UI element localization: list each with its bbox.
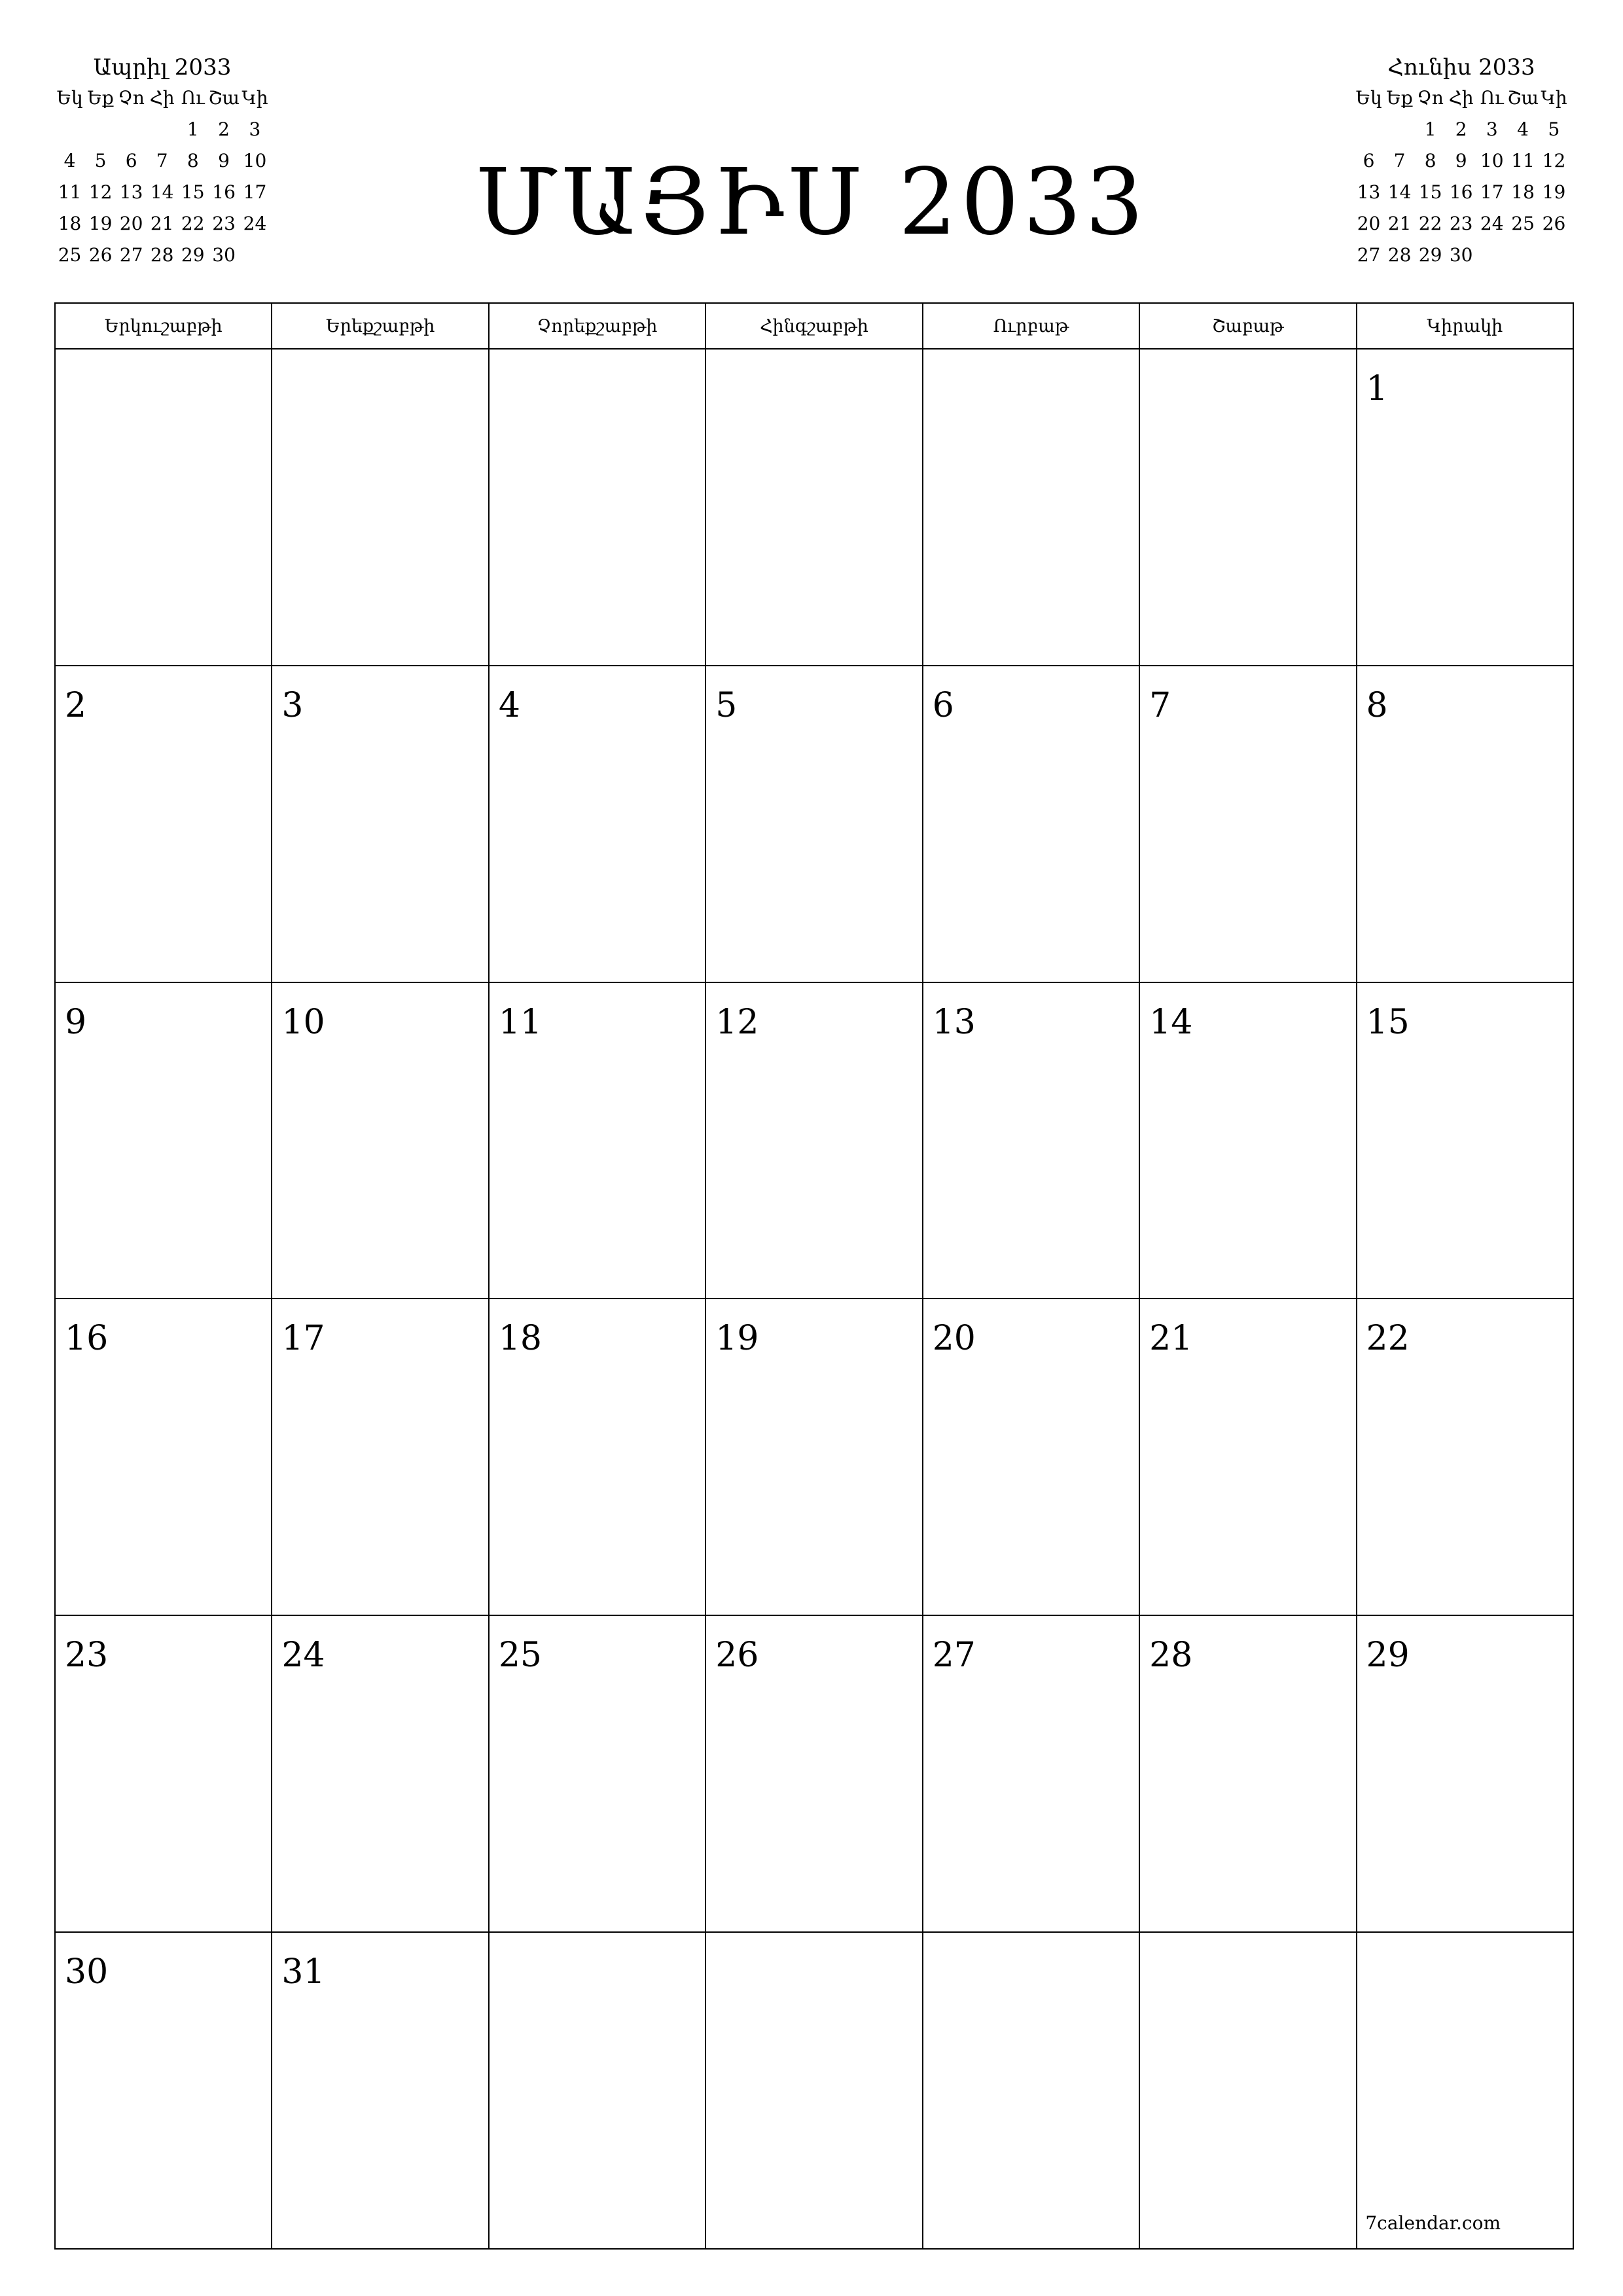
mini-day-cell bbox=[85, 271, 116, 302]
mini-day-cell: 4 bbox=[63, 150, 76, 171]
mini-day-cell: 13 bbox=[1357, 181, 1381, 203]
weekday-header: Ուրբաթ bbox=[923, 303, 1139, 349]
day-cell[interactable] bbox=[272, 1932, 488, 2249]
mini-day-cell: 28 bbox=[150, 244, 174, 266]
day-number: 3 bbox=[281, 685, 304, 725]
weekday-header: Կիրակի bbox=[1357, 303, 1573, 349]
day-cell[interactable] bbox=[1139, 1615, 1356, 1932]
day-number: 27 bbox=[932, 1636, 976, 1676]
day-number: 1 bbox=[1366, 369, 1388, 408]
day-cell[interactable] bbox=[705, 982, 922, 1299]
day-cell[interactable] bbox=[923, 1932, 1139, 2249]
mini-day-cell: 5 bbox=[94, 150, 107, 171]
mini-day-cell bbox=[1446, 271, 1476, 302]
mini-day-cell: 6 bbox=[125, 150, 137, 171]
day-number: 16 bbox=[65, 1319, 109, 1359]
mini-day-cell: 10 bbox=[1480, 150, 1504, 171]
day-number: 7 bbox=[1149, 685, 1171, 725]
day-cell[interactable] bbox=[55, 1932, 272, 2249]
mini-day-cell: 1 bbox=[1424, 118, 1436, 140]
day-cell[interactable] bbox=[705, 1932, 922, 2249]
mini-day-cell: 24 bbox=[1480, 213, 1504, 234]
mini-weekday-label: Չո bbox=[1417, 87, 1444, 109]
day-cell[interactable] bbox=[55, 1299, 272, 1615]
day-cell[interactable] bbox=[272, 1299, 488, 1615]
mini-day-cell: 27 bbox=[119, 244, 143, 266]
day-cell[interactable] bbox=[1139, 1299, 1356, 1615]
mini-day-cell bbox=[1476, 240, 1507, 271]
mini-weekday-label: Շա bbox=[208, 87, 240, 109]
mini-calendar-title: Հունիս 2033 bbox=[1387, 54, 1535, 81]
mini-day-cell: 26 bbox=[1542, 213, 1566, 234]
mini-day-cell: 28 bbox=[1387, 244, 1412, 266]
mini-day-cell: 19 bbox=[88, 213, 113, 234]
day-cell[interactable] bbox=[272, 666, 488, 982]
day-cell[interactable] bbox=[923, 1615, 1139, 1932]
month-grid bbox=[54, 302, 1574, 2250]
day-cell[interactable] bbox=[489, 349, 705, 666]
week-row bbox=[55, 349, 1573, 666]
weekday-header: Երկուշաբթի bbox=[55, 303, 272, 349]
day-number: 20 bbox=[932, 1319, 976, 1359]
mini-day-cell bbox=[1507, 240, 1539, 271]
mini-day-cell bbox=[1353, 271, 1384, 302]
day-number: 13 bbox=[932, 1002, 976, 1042]
mini-day-cell bbox=[1353, 114, 1384, 145]
mini-weekday-label: Ու bbox=[1480, 87, 1504, 109]
mini-day-cell: 9 bbox=[1455, 150, 1467, 171]
day-cell[interactable] bbox=[923, 349, 1139, 666]
mini-weekday-label: Եք bbox=[87, 87, 114, 109]
day-number: 4 bbox=[498, 685, 520, 725]
mini-day-cell bbox=[116, 271, 147, 302]
day-number bbox=[272, 350, 488, 368]
day-cell[interactable] bbox=[1357, 666, 1573, 982]
day-number: 22 bbox=[1366, 1319, 1410, 1359]
mini-day-cell: 12 bbox=[1542, 150, 1566, 171]
mini-day-cell: 11 bbox=[58, 181, 82, 203]
mini-day-cell: 15 bbox=[181, 181, 205, 203]
day-cell[interactable] bbox=[272, 349, 488, 666]
day-number: 9 bbox=[65, 1002, 87, 1042]
day-cell[interactable] bbox=[55, 349, 272, 666]
mini-calendar-next-month bbox=[1353, 52, 1569, 302]
day-cell[interactable] bbox=[1357, 1932, 1573, 2249]
mini-day-cell: 21 bbox=[150, 213, 174, 234]
mini-weekday-label: Եք bbox=[1386, 87, 1413, 109]
day-number: 18 bbox=[498, 1319, 543, 1359]
mini-day-cell: 19 bbox=[1542, 181, 1566, 203]
day-number bbox=[706, 1933, 921, 1951]
mini-day-cell bbox=[85, 114, 116, 145]
mini-day-cell bbox=[1476, 271, 1507, 302]
day-number: 17 bbox=[281, 1319, 325, 1359]
mini-day-cell: 17 bbox=[1480, 181, 1504, 203]
mini-day-cell: 23 bbox=[212, 213, 236, 234]
mini-day-cell: 4 bbox=[1517, 118, 1529, 140]
mini-day-cell: 12 bbox=[88, 181, 113, 203]
day-cell[interactable] bbox=[272, 982, 488, 1299]
day-cell[interactable] bbox=[489, 666, 705, 982]
mini-day-cell: 29 bbox=[181, 244, 205, 266]
mini-weekday-label: Հի bbox=[1448, 87, 1474, 109]
mini-day-cell bbox=[1384, 271, 1415, 302]
mini-day-cell bbox=[1384, 114, 1415, 145]
day-cell[interactable] bbox=[1357, 1299, 1573, 1615]
mini-day-cell bbox=[54, 271, 85, 302]
day-number bbox=[1140, 1933, 1355, 1951]
day-number: 28 bbox=[1149, 1636, 1193, 1676]
day-number: 14 bbox=[1149, 1002, 1193, 1042]
mini-day-cell: 30 bbox=[1449, 244, 1473, 266]
mini-day-cell bbox=[147, 114, 177, 145]
mini-day-cell: 18 bbox=[1511, 181, 1535, 203]
day-cell[interactable] bbox=[1139, 1932, 1356, 2249]
mini-day-cell: 1 bbox=[187, 118, 199, 140]
mini-day-cell: 17 bbox=[243, 181, 267, 203]
day-number bbox=[56, 350, 271, 368]
weekday-header: Երեքշաբթի bbox=[272, 303, 488, 349]
day-cell[interactable] bbox=[55, 666, 272, 982]
mini-weekday-label: Եկ bbox=[1355, 87, 1382, 109]
mini-day-cell: 5 bbox=[1548, 118, 1560, 140]
day-cell[interactable] bbox=[705, 1615, 922, 1932]
mini-day-cell: 22 bbox=[181, 213, 205, 234]
day-number: 23 bbox=[65, 1636, 109, 1676]
weekday-header: Չորեքշաբթի bbox=[489, 303, 705, 349]
mini-day-cell: 14 bbox=[150, 181, 174, 203]
mini-calendar-title: Ապրիլ 2033 bbox=[93, 54, 232, 81]
mini-day-cell: 8 bbox=[1424, 150, 1436, 171]
day-number: 15 bbox=[1366, 1002, 1410, 1042]
day-number: 6 bbox=[932, 685, 954, 725]
mini-day-cell: 21 bbox=[1387, 213, 1412, 234]
day-cell[interactable] bbox=[1139, 666, 1356, 982]
day-number: 10 bbox=[281, 1002, 325, 1042]
mini-day-cell bbox=[1539, 271, 1569, 302]
mini-day-cell: 6 bbox=[1363, 150, 1375, 171]
day-number: 30 bbox=[65, 1952, 109, 1992]
mini-day-cell bbox=[177, 271, 208, 302]
mini-day-cell: 2 bbox=[218, 118, 230, 140]
day-number: 29 bbox=[1366, 1636, 1410, 1676]
day-cell[interactable] bbox=[705, 349, 922, 666]
day-cell[interactable] bbox=[1357, 349, 1573, 666]
mini-day-cell: 2 bbox=[1455, 118, 1467, 140]
day-number: 21 bbox=[1149, 1319, 1193, 1359]
week-row bbox=[55, 1615, 1573, 1932]
day-number bbox=[923, 1933, 1139, 1951]
mini-day-cell bbox=[116, 114, 147, 145]
mini-day-cell: 3 bbox=[249, 118, 261, 140]
mini-day-cell: 26 bbox=[88, 244, 113, 266]
mini-day-cell: 20 bbox=[1357, 213, 1381, 234]
mini-weekday-label: Հի bbox=[149, 87, 175, 109]
mini-weekday-label: Ու bbox=[181, 87, 205, 109]
day-cell[interactable] bbox=[489, 982, 705, 1299]
day-number bbox=[923, 350, 1139, 368]
mini-day-cell bbox=[240, 271, 270, 302]
mini-day-cell: 22 bbox=[1418, 213, 1442, 234]
mini-day-cell: 20 bbox=[119, 213, 143, 234]
day-cell[interactable] bbox=[705, 666, 922, 982]
mini-calendar-grid bbox=[1353, 82, 1569, 302]
mini-day-cell: 25 bbox=[58, 244, 82, 266]
day-number bbox=[490, 1933, 705, 1951]
day-number: 19 bbox=[715, 1319, 759, 1359]
mini-day-cell: 25 bbox=[1511, 213, 1535, 234]
weekday-header-row bbox=[55, 303, 1573, 349]
day-number: 8 bbox=[1366, 685, 1388, 725]
mini-day-cell: 16 bbox=[1449, 181, 1473, 203]
mini-day-cell bbox=[54, 114, 85, 145]
mini-weekday-label: Չո bbox=[118, 87, 145, 109]
mini-day-cell bbox=[147, 271, 177, 302]
mini-day-cell: 23 bbox=[1449, 213, 1473, 234]
week-row bbox=[55, 982, 1573, 1299]
week-row bbox=[55, 1932, 1573, 2249]
mini-day-cell: 7 bbox=[156, 150, 168, 171]
mini-day-cell: 30 bbox=[212, 244, 236, 266]
mini-weekday-label: Եկ bbox=[56, 87, 83, 109]
day-number: 5 bbox=[715, 685, 738, 725]
day-number: 24 bbox=[281, 1636, 325, 1676]
day-cell[interactable] bbox=[923, 1299, 1139, 1615]
mini-day-cell bbox=[1415, 271, 1446, 302]
mini-day-cell: 3 bbox=[1486, 118, 1498, 140]
day-cell[interactable] bbox=[1139, 982, 1356, 1299]
day-cell[interactable] bbox=[489, 1299, 705, 1615]
mini-day-cell: 13 bbox=[119, 181, 143, 203]
mini-day-cell: 10 bbox=[243, 150, 267, 171]
day-number: 25 bbox=[498, 1636, 543, 1676]
day-number bbox=[490, 350, 705, 368]
day-number: 31 bbox=[281, 1952, 325, 1992]
day-cell[interactable] bbox=[489, 1615, 705, 1932]
mini-day-cell: 24 bbox=[243, 213, 267, 234]
day-cell[interactable] bbox=[55, 1615, 272, 1932]
day-cell[interactable] bbox=[272, 1615, 488, 1932]
day-cell[interactable] bbox=[55, 982, 272, 1299]
day-number: 26 bbox=[715, 1636, 759, 1676]
day-cell[interactable] bbox=[705, 1299, 922, 1615]
mini-day-cell: 27 bbox=[1357, 244, 1381, 266]
mini-day-cell: 14 bbox=[1387, 181, 1412, 203]
day-cell[interactable] bbox=[1357, 982, 1573, 1299]
day-number bbox=[1357, 1933, 1573, 1951]
weekday-header: Հինգշաբթի bbox=[705, 303, 922, 349]
day-cell[interactable] bbox=[923, 982, 1139, 1299]
day-number: 12 bbox=[715, 1002, 759, 1042]
mini-weekday-label: Շա bbox=[1507, 87, 1539, 109]
mini-day-cell: 11 bbox=[1511, 150, 1535, 171]
day-cell[interactable] bbox=[923, 666, 1139, 982]
day-number: 11 bbox=[498, 1002, 543, 1042]
mini-day-cell bbox=[1507, 271, 1539, 302]
weekday-header: Շաբաթ bbox=[1139, 303, 1356, 349]
mini-weekday-label: Կի bbox=[241, 87, 268, 109]
day-number bbox=[706, 350, 921, 368]
mini-day-cell bbox=[208, 271, 240, 302]
mini-day-cell: 16 bbox=[212, 181, 236, 203]
week-row bbox=[55, 666, 1573, 982]
day-cell[interactable] bbox=[1357, 1615, 1573, 1932]
day-cell[interactable] bbox=[489, 1932, 705, 2249]
mini-day-cell: 9 bbox=[218, 150, 230, 171]
watermark-link[interactable]: 7calendar.com bbox=[1365, 2212, 1501, 2234]
mini-day-cell: 15 bbox=[1418, 181, 1442, 203]
week-row bbox=[55, 1299, 1573, 1615]
mini-day-cell: 29 bbox=[1418, 244, 1442, 266]
day-cell[interactable] bbox=[1139, 349, 1356, 666]
day-number bbox=[1140, 350, 1355, 368]
page-title: ՄԱՅԻՍ 2033 bbox=[475, 149, 1148, 256]
mini-day-cell: 8 bbox=[187, 150, 199, 171]
mini-day-cell: 7 bbox=[1393, 150, 1406, 171]
mini-weekday-label: Կի bbox=[1541, 87, 1567, 109]
mini-day-cell: 18 bbox=[58, 213, 82, 234]
day-number: 2 bbox=[65, 685, 87, 725]
mini-day-cell bbox=[1539, 240, 1569, 271]
